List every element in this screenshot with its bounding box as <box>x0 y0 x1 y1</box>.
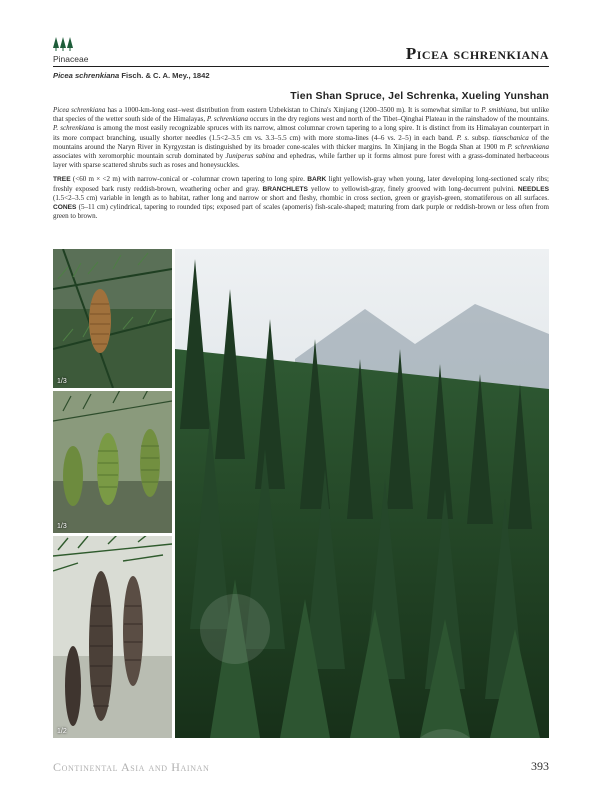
description-paragraph <box>53 175 549 221</box>
text-run: yellow to yellowish-gray, finely grooved with long-decurrent pulvini. <box>307 184 518 193</box>
tree-icon <box>53 37 73 51</box>
photo-scale: 1/2 <box>57 728 67 735</box>
forest-photo <box>175 249 549 738</box>
trait-label: TREE <box>53 176 71 184</box>
green-cones-image <box>53 391 172 533</box>
text-run: (5–11 cm) cylindrical, tapering to rounded tips; exposed part of scales (apomeris) fish-scale-shaped; maturing from dark purple or reddish-brown or less often from green to brown. <box>53 203 549 221</box>
green-cones-photo <box>53 391 172 533</box>
book-section-title: Continental Asia and Hainan <box>53 760 210 774</box>
trait-label: CONES <box>53 204 77 212</box>
trait-label: BARK <box>307 176 327 184</box>
authority-author: Fisch. & C. A. Mey., 1842 <box>119 71 210 80</box>
photo-scale: 1/3 <box>57 523 67 530</box>
species-ref: P. schrenkiana <box>206 115 249 124</box>
species-ref: P. s. <box>456 133 470 142</box>
species-authority <box>53 71 210 80</box>
trait-label: BRANCHLETS <box>262 185 308 193</box>
species-ref: P. schrenkiana <box>507 142 549 151</box>
species-ref: tianschanica <box>492 133 529 142</box>
trait-label: NEEDLES <box>517 185 549 193</box>
page-title: Picea schrenkiana <box>405 44 549 63</box>
text-run: subsp. <box>469 133 493 142</box>
text-run: light yellowish-gray when young, later developing long-sectioned scaly ribs; freshly exposed bark rusty reddish-brown, weathering ocher and gray. <box>53 175 550 193</box>
text-run: occurs in the dry regions west and north of the Tibet–Qinghai Plateau in the rainshadow of the mountains. <box>248 115 550 124</box>
mature-cones-image <box>53 536 172 738</box>
article-body <box>53 106 549 226</box>
page-number: 393 <box>531 759 549 773</box>
intro-paragraph <box>53 106 549 170</box>
mature-cones-photo <box>53 536 172 738</box>
species-ref: P. schrenkiana <box>53 124 95 133</box>
species-ref: Juniperus sabina <box>225 152 275 161</box>
species-ref: Picea schrenkiana <box>53 106 106 114</box>
text-run: of the mountains around the Naryn River in Kyrgyzstan is distinguished by its broader cone-scales with thicker margins. In Xinjiang in the Bogda Shan at 1900 m <box>53 133 549 151</box>
species-ref: P. smithiana <box>481 106 517 114</box>
text-run: , but unlike that species of the wetter south side of the Himalayas, <box>53 106 549 124</box>
header-divider <box>53 66 549 67</box>
photo-scale: 1/3 <box>57 378 67 385</box>
text-run: (1.5<2–3.5 cm) variable in length as to habitat, rather long and narrow or short and fleshy, rhombic in cross section, green or grayish-green, stomatiferous on all surfaces. <box>53 193 549 202</box>
common-names: Tien Shan Spruce, Jel Schrenka, Xueling Yunshan <box>290 90 549 102</box>
text-run: (<60 m × <2 m) with narrow-conical or -columnar crown tapering to long spire. <box>70 175 308 184</box>
forest-image <box>175 249 549 738</box>
text-run: has a 1000-km-long east–west distribution from eastern Uzbekistan to China's Xinjiang (1200–3500 m). It is somewhat similar to <box>105 106 482 114</box>
authority-name: Picea schrenkiana <box>53 71 120 80</box>
cone-branch-image <box>53 249 172 388</box>
text-run: and ephedras, while farther up it forms almost pure forest with a grass-dominated herbaceous layer with sparse scattered shrubs such as roses and honeysuckles. <box>53 152 549 170</box>
family-name: Pinaceae <box>53 54 89 64</box>
cone-branch-photo <box>53 249 172 388</box>
text-run: is among the most easily recognizable spruces with its narrow, almost columnar crown tapering to a long spire. It is distinct from its Himalayan counterpart in its more compact branching, usually shorter needles (1.5<2–3.5 cm vs. 3.3–5.5 cm) with more stoma-lines (4–6 vs. 2–5) in each band. <box>53 124 549 142</box>
text-run: associates with xeromorphic mountain scrub dominated by <box>53 152 226 161</box>
